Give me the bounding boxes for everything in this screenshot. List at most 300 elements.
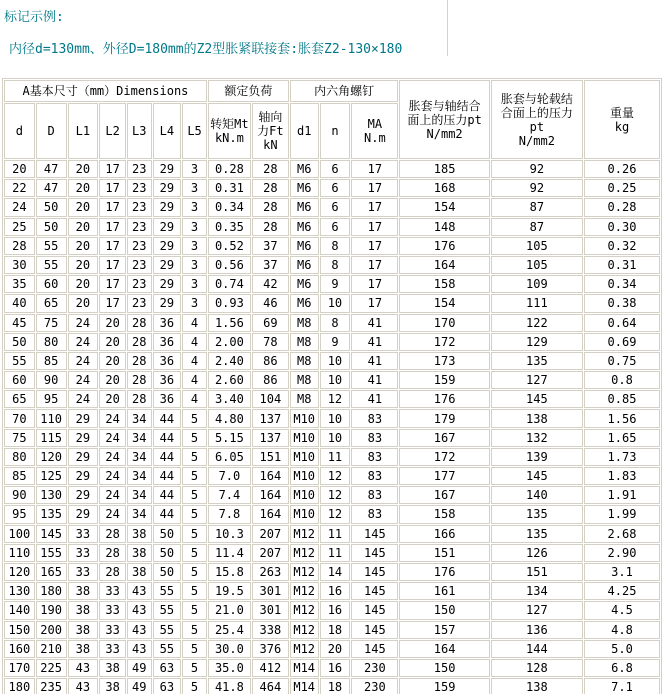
table-cell: 28 [127, 333, 152, 351]
table-cell: 92 [491, 160, 583, 178]
table-cell: 115 [36, 429, 67, 447]
table-cell: 20 [68, 160, 99, 178]
table-cell: 144 [491, 640, 583, 658]
table-cell: 6.8 [584, 659, 660, 677]
table-cell: 3 [182, 179, 207, 197]
table-cell: 20 [68, 198, 99, 216]
table-cell: 145 [351, 544, 398, 562]
table-cell: 132 [491, 429, 583, 447]
table-cell: 63 [153, 659, 182, 677]
table-cell: 190 [36, 601, 67, 619]
table-cell: 29 [68, 467, 99, 485]
table-cell: M14 [290, 678, 319, 694]
table-cell: 125 [36, 467, 67, 485]
table-cell: M8 [290, 333, 319, 351]
table-cell: 17 [99, 218, 126, 236]
table-cell: 3 [182, 237, 207, 255]
table-row [4, 237, 660, 255]
table-cell: 10 [320, 294, 351, 312]
table-row [4, 659, 660, 677]
table-cell: 6 [320, 218, 351, 236]
table-cell: 160 [4, 640, 35, 658]
table-row [4, 467, 660, 485]
table-cell: 20 [320, 640, 351, 658]
table-cell: 11.4 [208, 544, 251, 562]
table-cell: 23 [127, 160, 152, 178]
column-header: L1 [68, 103, 99, 159]
table-cell: 75 [36, 314, 67, 332]
table-cell: 29 [153, 198, 182, 216]
table-cell: 10 [320, 371, 351, 389]
table-cell: 0.93 [208, 294, 251, 312]
column-header: 转矩Mt kN.m [208, 103, 251, 159]
table-cell: 5 [182, 486, 207, 504]
table-cell: 105 [491, 237, 583, 255]
table-cell: 43 [127, 640, 152, 658]
table-cell: 14 [320, 563, 351, 581]
column-header: L5 [182, 103, 207, 159]
table-cell: 34 [127, 467, 152, 485]
table-cell: 412 [252, 659, 289, 677]
table-cell: M12 [290, 544, 319, 562]
table-cell: 140 [491, 486, 583, 504]
table-cell: M10 [290, 486, 319, 504]
table-cell: 10 [320, 429, 351, 447]
table-cell: 24 [4, 198, 35, 216]
table-cell: 140 [4, 601, 35, 619]
table-cell: 0.52 [208, 237, 251, 255]
table-cell: 151 [399, 544, 489, 562]
table-cell: 19.5 [208, 582, 251, 600]
table-cell: 29 [153, 294, 182, 312]
table-cell: 16 [320, 601, 351, 619]
table-cell: 29 [68, 505, 99, 523]
table-cell: 55 [153, 601, 182, 619]
table-cell: 24 [99, 505, 126, 523]
table-cell: 145 [351, 582, 398, 600]
table-cell: 4 [182, 333, 207, 351]
table-cell: 4 [182, 352, 207, 370]
table-cell: 3 [182, 218, 207, 236]
table-cell: 28 [99, 544, 126, 562]
table-cell: 5 [182, 467, 207, 485]
table-cell: 4.25 [584, 582, 660, 600]
table-cell: 17 [351, 218, 398, 236]
table-cell: 36 [153, 314, 182, 332]
table-cell: 2.90 [584, 544, 660, 562]
table-cell: 0.69 [584, 333, 660, 351]
table-cell: 5 [182, 429, 207, 447]
table-cell: 41 [351, 352, 398, 370]
table-cell: 135 [491, 525, 583, 543]
table-cell: 44 [153, 505, 182, 523]
table-cell: 2.40 [208, 352, 251, 370]
table-cell: 110 [4, 544, 35, 562]
table-cell: 83 [351, 467, 398, 485]
table-cell: 38 [127, 525, 152, 543]
table-cell: 0.30 [584, 218, 660, 236]
table-cell: 3.40 [208, 390, 251, 408]
marking-example-heading: 标记示例: [4, 10, 64, 25]
table-cell: 155 [36, 544, 67, 562]
table-cell: 83 [351, 505, 398, 523]
table-cell: 17 [99, 237, 126, 255]
table-cell: 5 [182, 563, 207, 581]
table-cell: 38 [99, 678, 126, 694]
table-row [4, 448, 660, 466]
table-cell: 159 [399, 678, 489, 694]
table-cell: 23 [127, 237, 152, 255]
table-cell: 28 [252, 218, 289, 236]
table-cell: 4 [182, 314, 207, 332]
table-cell: M6 [290, 237, 319, 255]
table-row [4, 294, 660, 312]
table-cell: M10 [290, 429, 319, 447]
table-cell: 50 [36, 218, 67, 236]
table-cell: 36 [153, 352, 182, 370]
table-cell: 95 [36, 390, 67, 408]
table-cell: 464 [252, 678, 289, 694]
table-cell: 65 [36, 294, 67, 312]
table-cell: 55 [153, 582, 182, 600]
table-cell: 60 [4, 371, 35, 389]
table-cell: 145 [351, 640, 398, 658]
table-cell: 120 [4, 563, 35, 581]
table-cell: 29 [68, 429, 99, 447]
table-cell: 6.05 [208, 448, 251, 466]
table-cell: 3.1 [584, 563, 660, 581]
table-cell: 0.25 [584, 179, 660, 197]
table-cell: 200 [36, 621, 67, 639]
table-cell: 137 [252, 409, 289, 427]
table-cell: 8 [320, 256, 351, 274]
table-cell: 20 [99, 352, 126, 370]
table-cell: 35 [4, 275, 35, 293]
table-cell: 41 [351, 371, 398, 389]
table-cell: 49 [127, 678, 152, 694]
table-cell: M6 [290, 256, 319, 274]
table-row [4, 160, 660, 178]
table-cell: 4.8 [584, 621, 660, 639]
table-cell: 34 [127, 409, 152, 427]
table-cell: M6 [290, 294, 319, 312]
weight-header: 重量 kg [584, 80, 660, 159]
table-cell: M6 [290, 275, 319, 293]
table-cell: 145 [351, 601, 398, 619]
table-cell: 47 [36, 160, 67, 178]
table-cell: 164 [252, 505, 289, 523]
table-cell: 28 [252, 198, 289, 216]
table-cell: 83 [351, 409, 398, 427]
table-cell: 47 [36, 179, 67, 197]
table-cell: 44 [153, 467, 182, 485]
table-cell: 0.34 [584, 275, 660, 293]
table-cell: 12 [320, 467, 351, 485]
table-cell: 167 [399, 486, 489, 504]
table-cell: 3 [182, 160, 207, 178]
table-cell: 301 [252, 601, 289, 619]
table-cell: 29 [153, 179, 182, 197]
table-cell: 2.60 [208, 371, 251, 389]
table-cell: 0.32 [584, 237, 660, 255]
table-cell: 17 [351, 179, 398, 197]
table-cell: 87 [491, 198, 583, 216]
table-cell: 29 [153, 275, 182, 293]
table-cell: 0.75 [584, 352, 660, 370]
table-cell: 0.28 [584, 198, 660, 216]
table-cell: 5 [182, 659, 207, 677]
table-cell: 29 [153, 160, 182, 178]
table-cell: 5 [182, 525, 207, 543]
table-cell: 33 [99, 621, 126, 639]
table-cell: M6 [290, 160, 319, 178]
table-cell: 23 [127, 198, 152, 216]
table-cell: 173 [399, 352, 489, 370]
table-cell: 3 [182, 198, 207, 216]
table-cell: 105 [491, 256, 583, 274]
table-cell: 20 [68, 275, 99, 293]
table-cell: 65 [4, 390, 35, 408]
table-cell: 338 [252, 621, 289, 639]
spec-table [2, 78, 662, 694]
group-header: 内六角螺钉 [290, 80, 399, 102]
pressure-shaft-header: 胀套与轴结合 面上的压力pt N/mm2 [399, 80, 489, 159]
table-cell: 90 [36, 371, 67, 389]
table-cell: 50 [153, 544, 182, 562]
table-cell: 0.31 [584, 256, 660, 274]
table-cell: 145 [491, 390, 583, 408]
table-cell: 25.4 [208, 621, 251, 639]
table-row [4, 601, 660, 619]
table-row [4, 544, 660, 562]
table-cell: 145 [351, 525, 398, 543]
table-cell: 1.65 [584, 429, 660, 447]
table-cell: 28 [127, 390, 152, 408]
table-cell: 95 [4, 505, 35, 523]
table-cell: 16 [320, 659, 351, 677]
table-cell: 55 [153, 640, 182, 658]
table-cell: 170 [4, 659, 35, 677]
table-cell: 75 [4, 429, 35, 447]
table-cell: 11 [320, 448, 351, 466]
table-cell: 0.38 [584, 294, 660, 312]
table-cell: 15.8 [208, 563, 251, 581]
table-cell: 168 [399, 179, 489, 197]
table-cell: 50 [153, 563, 182, 581]
table-cell: 24 [99, 486, 126, 504]
table-cell: 23 [127, 256, 152, 274]
table-cell: 41 [351, 333, 398, 351]
table-cell: 235 [36, 678, 67, 694]
table-cell: 85 [4, 467, 35, 485]
table-cell: 92 [491, 179, 583, 197]
table-cell: 20 [68, 256, 99, 274]
table-cell: 164 [399, 640, 489, 658]
table-cell: M6 [290, 218, 319, 236]
table-cell: 135 [491, 352, 583, 370]
table-cell: 21.0 [208, 601, 251, 619]
table-cell: 36 [153, 371, 182, 389]
table-cell: 6 [320, 179, 351, 197]
table-cell: 63 [153, 678, 182, 694]
group-header: 额定负荷 [208, 80, 289, 102]
table-cell: 38 [68, 601, 99, 619]
table-cell: 0.64 [584, 314, 660, 332]
table-cell: 100 [4, 525, 35, 543]
table-cell: 1.99 [584, 505, 660, 523]
table-cell: 1.73 [584, 448, 660, 466]
table-cell: 17 [351, 160, 398, 178]
table-cell: 154 [399, 198, 489, 216]
table-row [4, 256, 660, 274]
table-cell: 1.83 [584, 467, 660, 485]
table-cell: 28 [99, 563, 126, 581]
column-header: L4 [153, 103, 182, 159]
table-cell: 38 [127, 544, 152, 562]
table-cell: 376 [252, 640, 289, 658]
table-cell: 5 [182, 505, 207, 523]
column-header: d1 [290, 103, 319, 159]
table-cell: 158 [399, 505, 489, 523]
table-cell: 11 [320, 544, 351, 562]
table-cell: 176 [399, 390, 489, 408]
table-cell: 29 [68, 486, 99, 504]
table-cell: 7.0 [208, 467, 251, 485]
table-cell: 129 [491, 333, 583, 351]
table-cell: 138 [491, 678, 583, 694]
table-cell: 46 [252, 294, 289, 312]
table-cell: 41 [351, 314, 398, 332]
table-cell: 207 [252, 525, 289, 543]
table-cell: 40 [4, 294, 35, 312]
table-cell: 20 [68, 179, 99, 197]
table-cell: 33 [68, 563, 99, 581]
table-cell: 38 [127, 563, 152, 581]
table-cell: 2.68 [584, 525, 660, 543]
table-cell: M10 [290, 448, 319, 466]
table-row [4, 563, 660, 581]
table-cell: 5 [182, 640, 207, 658]
table-cell: 38 [99, 659, 126, 677]
table-cell: 179 [399, 409, 489, 427]
table-cell: 126 [491, 544, 583, 562]
table-cell: 150 [399, 601, 489, 619]
table-cell: 130 [4, 582, 35, 600]
table-cell: 30 [4, 256, 35, 274]
table-cell: 55 [4, 352, 35, 370]
table-cell: 38 [68, 621, 99, 639]
table-cell: 148 [399, 218, 489, 236]
table-cell: 207 [252, 544, 289, 562]
table-cell: 128 [491, 659, 583, 677]
table-row [4, 352, 660, 370]
table-cell: 41.8 [208, 678, 251, 694]
table-cell: 36 [153, 333, 182, 351]
table-cell: 50 [153, 525, 182, 543]
table-cell: 28 [252, 160, 289, 178]
table-cell: 17 [99, 256, 126, 274]
table-cell: M6 [290, 179, 319, 197]
table-cell: 17 [99, 179, 126, 197]
table-cell: 85 [36, 352, 67, 370]
table-cell: 0.56 [208, 256, 251, 274]
column-header: 轴向 力Ft kN [252, 103, 289, 159]
table-cell: 35.0 [208, 659, 251, 677]
table-cell: 4 [182, 371, 207, 389]
table-cell: 24 [68, 371, 99, 389]
table-cell: 23 [127, 179, 152, 197]
table-cell: 12 [320, 505, 351, 523]
table-cell: 158 [399, 275, 489, 293]
table-cell: 70 [4, 409, 35, 427]
table-row [4, 621, 660, 639]
table-cell: 29 [153, 218, 182, 236]
table-cell: 20 [99, 371, 126, 389]
table-cell: 29 [153, 256, 182, 274]
table-cell: 166 [399, 525, 489, 543]
table-cell: 135 [36, 505, 67, 523]
table-cell: 176 [399, 237, 489, 255]
table-cell: 24 [99, 429, 126, 447]
table-cell: 104 [252, 390, 289, 408]
table-cell: 42 [252, 275, 289, 293]
table-cell: 34 [127, 505, 152, 523]
table-cell: M8 [290, 390, 319, 408]
table-cell: 23 [127, 218, 152, 236]
table-cell: 20 [68, 237, 99, 255]
table-cell: 29 [68, 448, 99, 466]
table-cell: 28 [127, 352, 152, 370]
table-cell: M12 [290, 621, 319, 639]
table-cell: 55 [36, 237, 67, 255]
table-cell: 44 [153, 429, 182, 447]
table-cell: 49 [127, 659, 152, 677]
table-cell: 5 [182, 601, 207, 619]
table-cell: 301 [252, 582, 289, 600]
table-cell: 4 [182, 390, 207, 408]
top-right-divider-line [447, 0, 448, 56]
table-cell: 1.56 [208, 314, 251, 332]
table-cell: 37 [252, 256, 289, 274]
table-cell: 83 [351, 486, 398, 504]
table-cell: 30.0 [208, 640, 251, 658]
table-cell: 145 [351, 621, 398, 639]
table-cell: 55 [153, 621, 182, 639]
table-cell: M8 [290, 371, 319, 389]
table-cell: 9 [320, 275, 351, 293]
table-cell: 180 [4, 678, 35, 694]
table-cell: 8 [320, 314, 351, 332]
table-cell: 150 [399, 659, 489, 677]
table-cell: 130 [36, 486, 67, 504]
table-row [4, 314, 660, 332]
table-cell: 28 [127, 371, 152, 389]
table-cell: 5 [182, 448, 207, 466]
table-cell: 145 [36, 525, 67, 543]
table-cell: 10 [320, 352, 351, 370]
column-header: d [4, 103, 35, 159]
table-cell: 17 [351, 198, 398, 216]
table-cell: 44 [153, 448, 182, 466]
table-cell: 17 [99, 275, 126, 293]
table-cell: 127 [491, 371, 583, 389]
table-cell: 43 [127, 601, 152, 619]
table-cell: 3 [182, 294, 207, 312]
table-cell: 69 [252, 314, 289, 332]
table-cell: 43 [127, 582, 152, 600]
table-row [4, 333, 660, 351]
table-cell: 55 [36, 256, 67, 274]
